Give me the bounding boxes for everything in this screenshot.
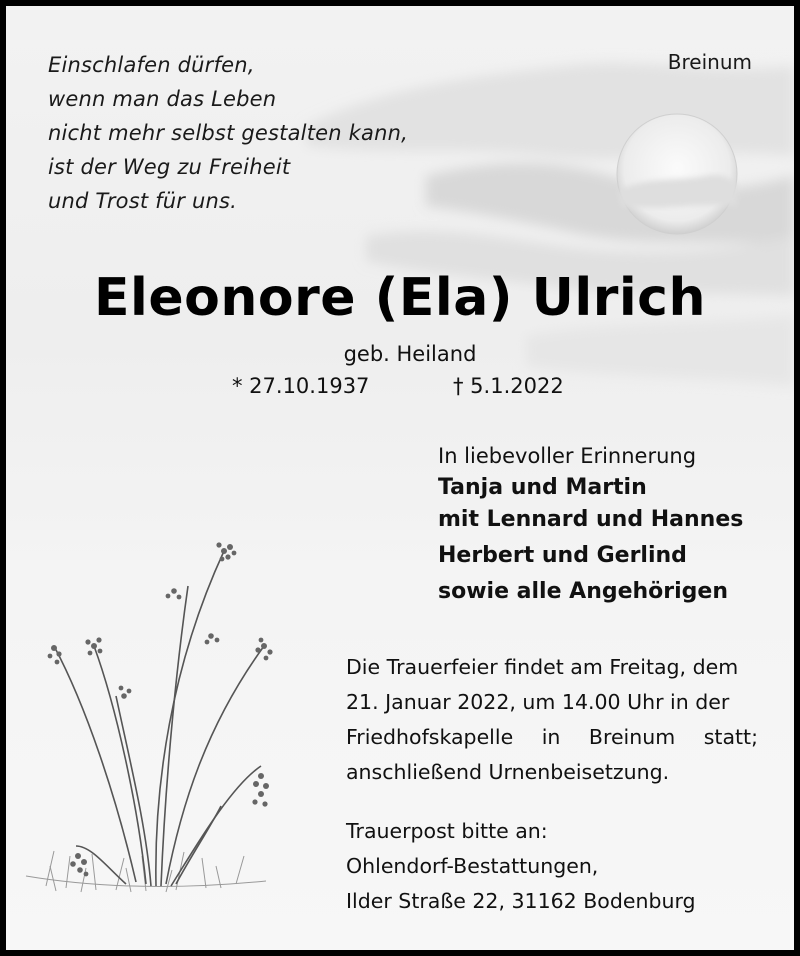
ceremony-line: 21. Januar 2022, um 14.00 Uhr in der (346, 690, 730, 714)
poem (48, 48, 408, 218)
family-line: Tanja und Martin (438, 475, 647, 500)
grass-ground (26, 851, 266, 892)
moon (617, 114, 737, 234)
death-date: † 5.1.2022 (453, 374, 564, 398)
ceremony-line: anschließend Urnenbeisetzung. (346, 760, 670, 784)
mourners-block (438, 440, 743, 608)
maiden-name: geb. Heiland (343, 342, 477, 366)
poem-line: ist der Weg zu Freiheit (48, 155, 291, 179)
ceremony-line: Friedhofskapelle in Breinum statt; (346, 725, 758, 749)
grass-stalks (54, 551, 264, 886)
mail-address (346, 814, 696, 919)
poem-line: Einschlafen dürfen, (48, 53, 255, 77)
ceremony-info (346, 650, 758, 790)
memory-intro: In liebevoller Erinnerung (438, 444, 697, 468)
place-name: Breinum (667, 50, 752, 74)
ceremony-line: Die Trauerfeier findet am Freitag, dem (346, 655, 739, 679)
family-line: sowie alle Angehörigen (438, 579, 729, 604)
seed-heads (48, 542, 273, 876)
poem-line: wenn man das Leben (48, 87, 277, 111)
family-line: mit Lennard und Hannes (438, 507, 744, 532)
poem-line: und Trost für uns. (48, 189, 238, 213)
post-line: Ilder Straße 22, 31162 Bodenburg (346, 889, 696, 913)
birth-date: * 27.10.1937 (232, 374, 370, 398)
poem-line: nicht mehr selbst gestalten kann, (48, 121, 408, 145)
post-line: Ohlendorf-Bestattungen, (346, 854, 599, 878)
family-line: Herbert und Gerlind (438, 543, 687, 568)
deceased-name: Eleonore (Ela) Ulrich (93, 268, 707, 328)
post-line: Trauerpost bitte an: (346, 819, 548, 843)
